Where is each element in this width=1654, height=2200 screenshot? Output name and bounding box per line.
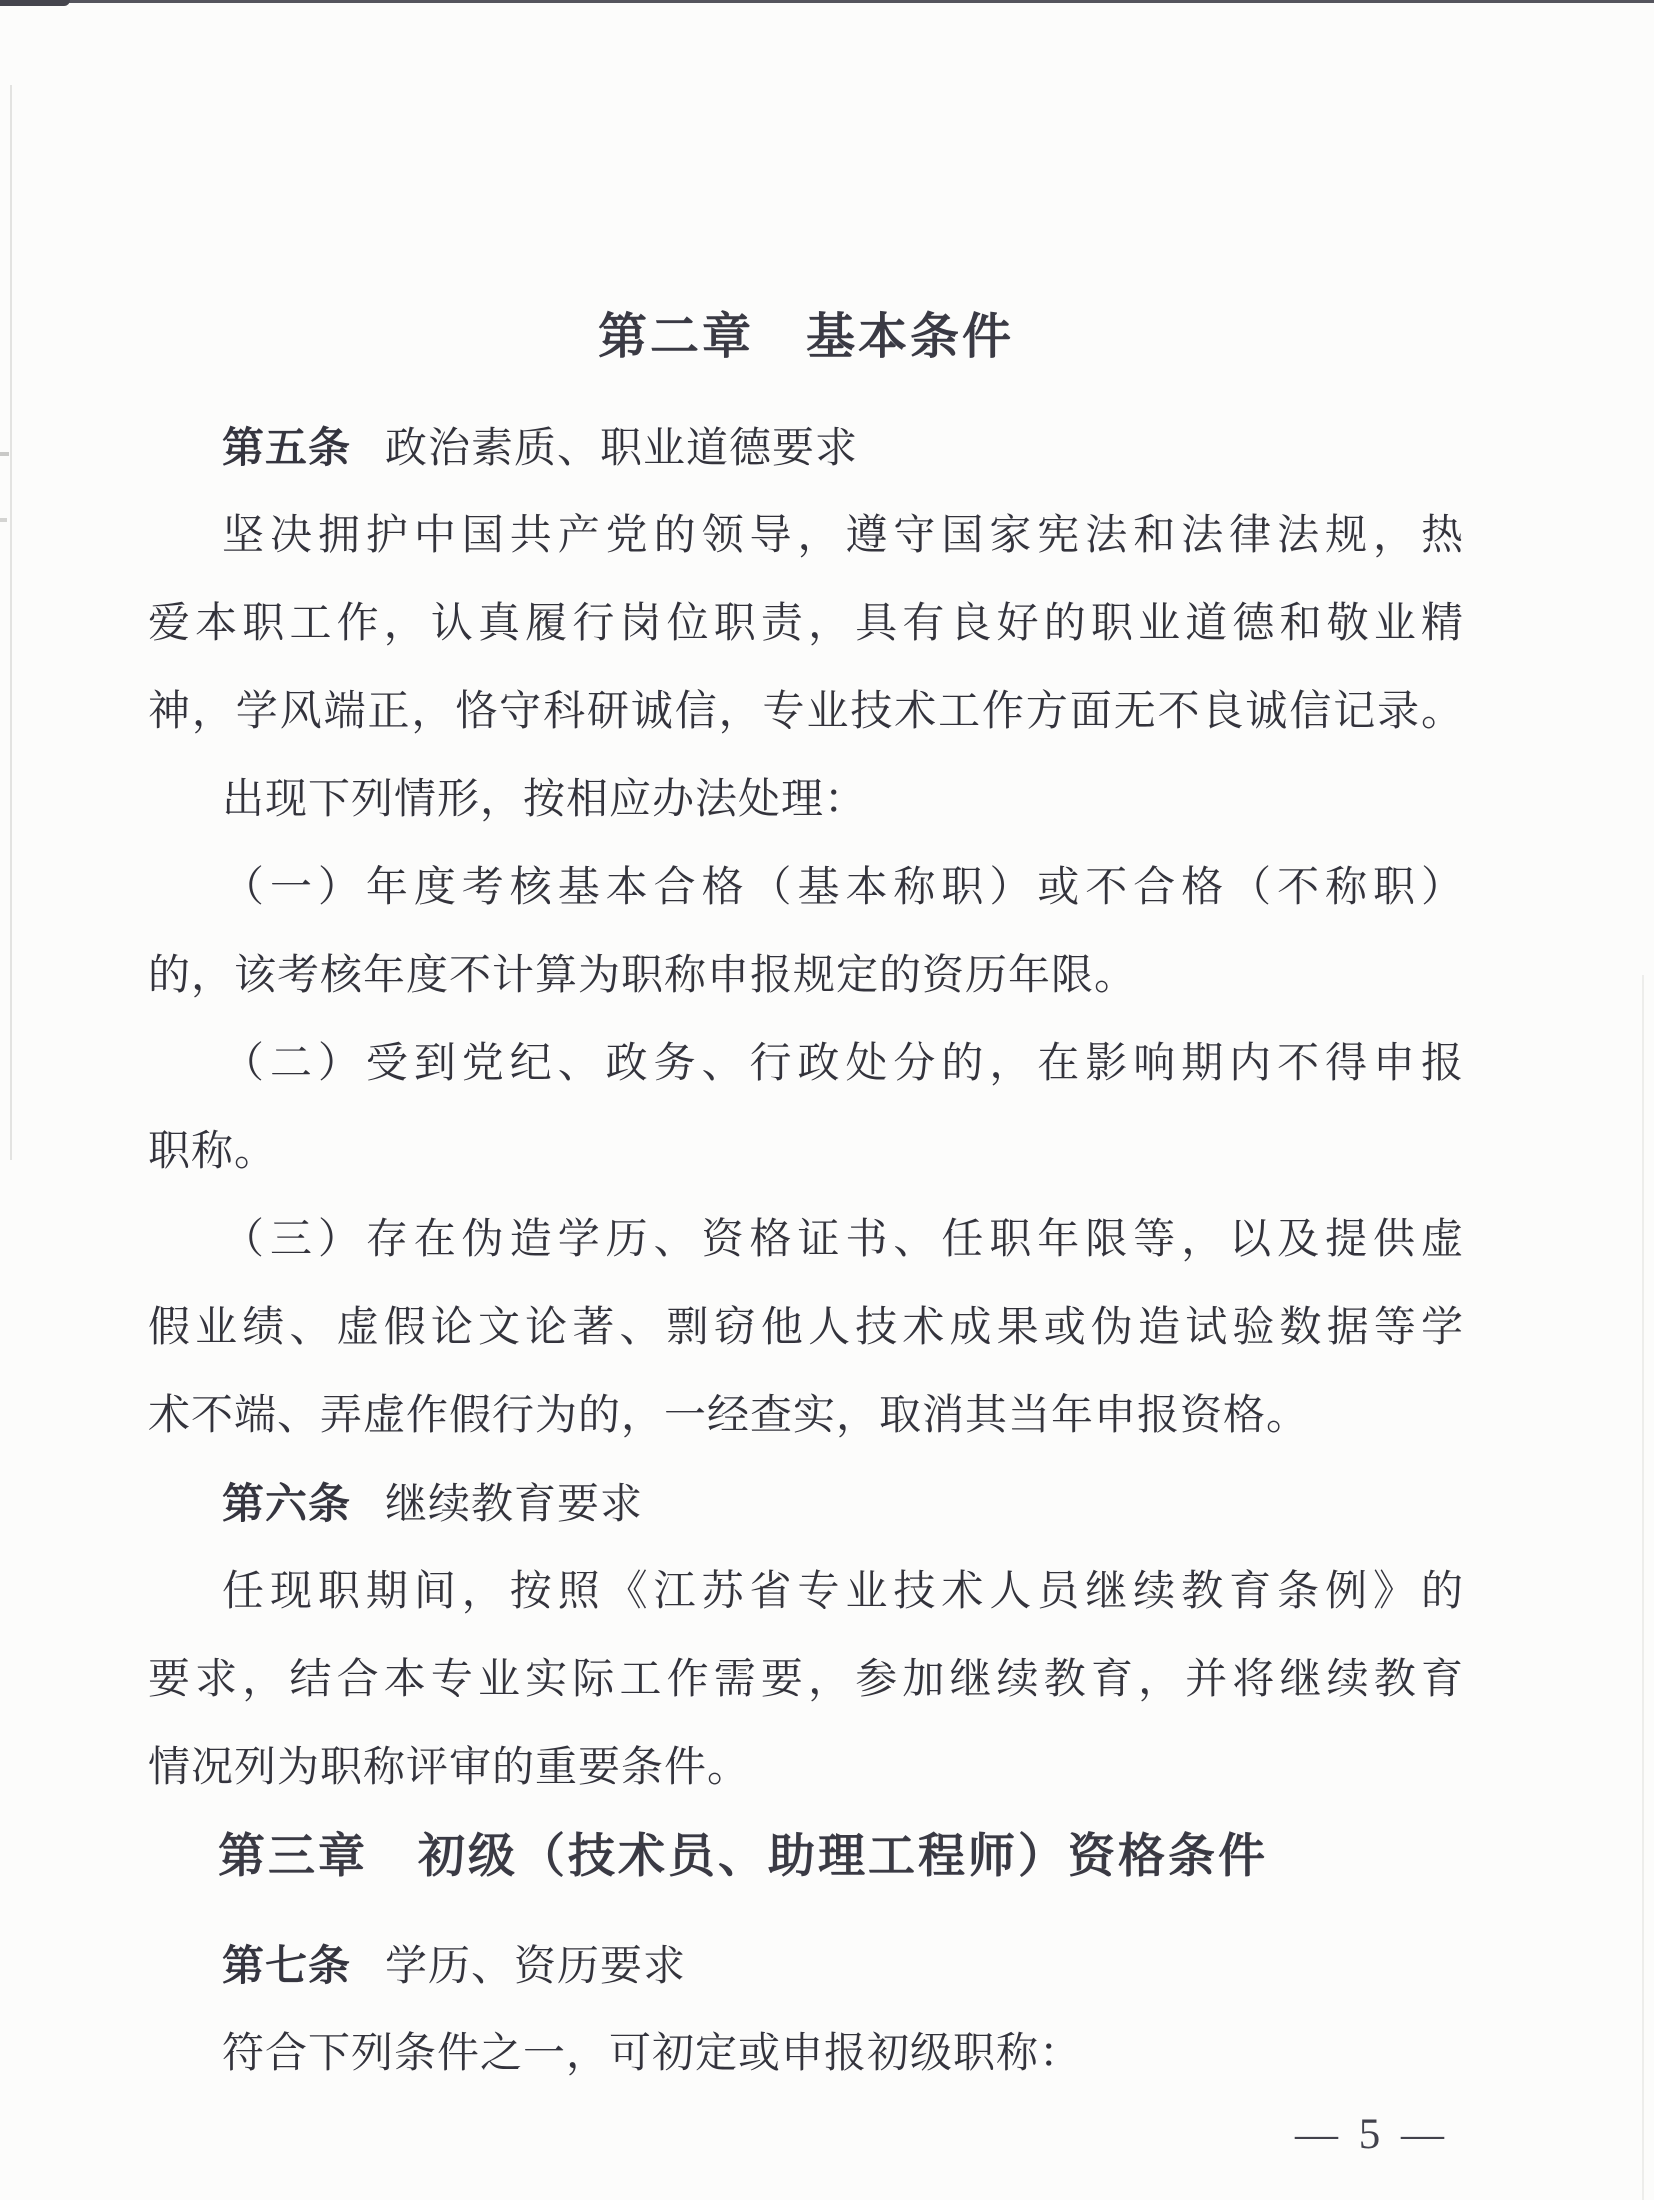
line-text: 出现下列情形，按相应办法处理：: [222, 777, 868, 823]
text-line: [148, 668, 1464, 756]
text-line: [148, 1372, 1464, 1460]
scan-artifact-left-tick: [0, 518, 7, 522]
article-term: 第六条: [222, 1480, 352, 1527]
line-text: 术不端、弄虚作假行为的，一经查实，取消其当年申报资格。: [148, 1393, 1310, 1439]
line-text: 坚决拥护中国共产党的领导，遵守国家宪法和法律法规，热: [222, 513, 1464, 559]
text-line: [148, 756, 1464, 844]
line-text: 继续教育要求: [385, 1482, 644, 1528]
text-line: [148, 844, 1464, 932]
text-line: [148, 1724, 1464, 1812]
line-text: 要求，结合本专业实际工作需要，参加继续教育，并将继续教育: [148, 1657, 1464, 1703]
scan-artifact-top-edge: [0, 0, 1654, 3]
line-text: （三）存在伪造学历、资格证书、任职年限等，以及提供虚: [222, 1217, 1464, 1263]
text-line: [148, 404, 1464, 492]
chapter3-body-text: [148, 1922, 1464, 2098]
line-text: 符合下列条件之一，可初定或申报初级职称：: [222, 2031, 1083, 2077]
line-text: 神，学风端正，恪守科研诚信，专业技术工作方面无不良诚信记录。: [148, 689, 1464, 735]
text-line: [148, 1020, 1464, 1108]
chapter3-heading: 第三章 初级（技术员、助理工程师）资格条件: [218, 1831, 1268, 1883]
scan-artifact-left-edge: [10, 85, 12, 1160]
text-line: [148, 1196, 1464, 1284]
text-line: [148, 492, 1464, 580]
scan-artifact-right-edge: [1642, 975, 1644, 2200]
text-line: [148, 1922, 1464, 2010]
line-text: （二）受到党纪、政务、行政处分的，在影响期内不得申报: [222, 1041, 1464, 1087]
text-line: [148, 932, 1464, 1020]
text-line: [148, 1108, 1464, 1196]
line-text: 爱本职工作，认真履行岗位职责，具有良好的职业道德和敬业精: [148, 601, 1464, 647]
line-text: 的，该考核年度不计算为职称申报规定的资历年限。: [148, 953, 1138, 999]
text-line: [148, 1636, 1464, 1724]
line-text: 情况列为职称评审的重要条件。: [148, 1745, 751, 1791]
chapter2-body-text: [148, 404, 1464, 1812]
text-line: [148, 1548, 1464, 1636]
line-text: 假业绩、虚假论文论著、剽窃他人技术成果或伪造试验数据等学: [148, 1305, 1464, 1351]
text-line: [148, 580, 1464, 668]
article-term: 第五条: [222, 424, 352, 471]
page-number: — 5 —: [1295, 2111, 1449, 2158]
article-term: 第七条: [222, 1942, 352, 1989]
line-text: （一）年度考核基本合格（基本称职）或不合格（不称职）: [222, 865, 1464, 911]
line-text: 政治素质、职业道德要求: [385, 426, 859, 472]
line-text: 职称。: [148, 1129, 278, 1175]
scan-artifact-left-tick: [0, 452, 9, 456]
text-line: [148, 1284, 1464, 1372]
text-line: [148, 1460, 1464, 1548]
scan-artifact-top-edge-nub: [0, 0, 70, 6]
line-text: 学历、资历要求: [385, 1944, 687, 1990]
chapter2-heading: 第二章 基本条件: [597, 309, 1014, 364]
text-line: [148, 2010, 1464, 2098]
line-text: 任现职期间，按照《江苏省专业技术人员继续教育条例》的: [222, 1569, 1464, 1615]
